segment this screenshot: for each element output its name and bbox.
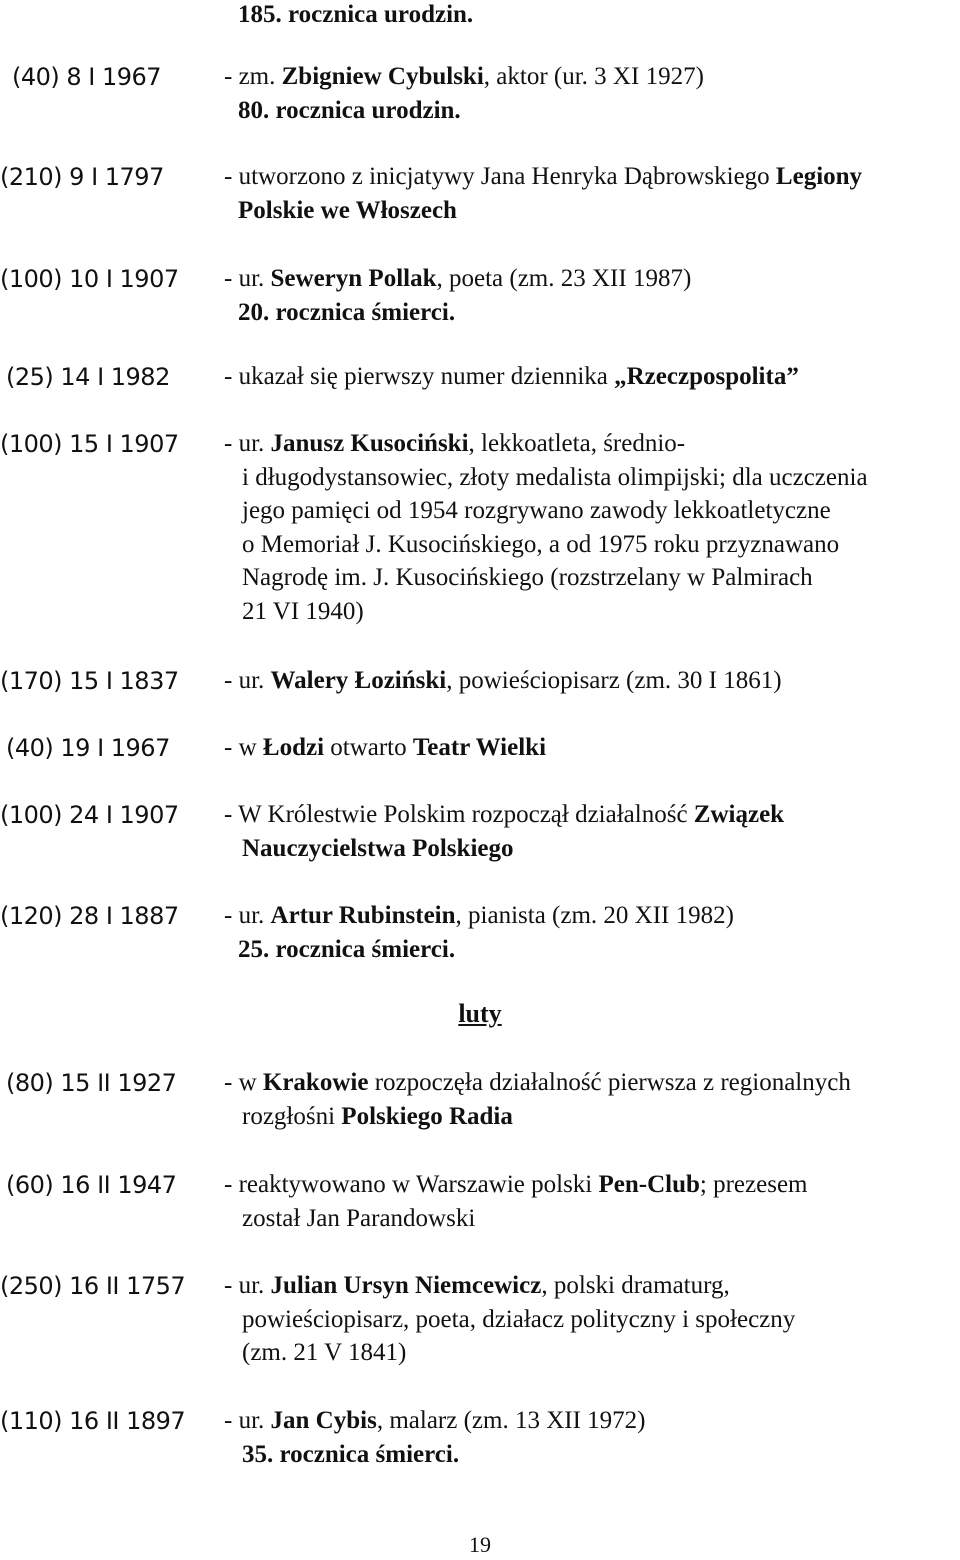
page-number: 19: [469, 1532, 491, 1557]
month-heading: luty: [458, 999, 502, 1028]
entry-text: - ukazał się pierwszy numer dziennika: [224, 363, 615, 390]
entry-text: o Memoriał J. Kusocińskiego, a od 1975 roku przyznawano: [242, 530, 840, 558]
entry-text: Nagrodę im. J. Kusocińskiego (rozstrzelany w Palmirach: [242, 564, 813, 591]
entry-text: - ur.: [224, 1407, 271, 1434]
entry-date: (120) 28 I 1887: [0, 902, 179, 930]
entry-text-line: [242, 563, 813, 593]
entry-highlight: Łodzi: [262, 734, 325, 761]
entry-text: , aktor (ur. 3 XI 1927): [483, 63, 704, 90]
entry-text-line: [238, 298, 455, 328]
entry-text: (zm. 21 V 1841): [242, 1339, 407, 1366]
entry-text: - w: [224, 734, 263, 761]
entry-text-line: [242, 1305, 795, 1335]
entry-text-line: [224, 62, 704, 92]
entry-text-line: [224, 733, 546, 763]
entry-text: , polski dramaturg,: [541, 1272, 730, 1299]
entry-date: (40) 19 I 1967: [6, 734, 170, 762]
entry-highlight: „Rzeczpospolita”: [614, 363, 799, 390]
entry-date: (100) 15 I 1907: [0, 430, 179, 458]
entry-highlight: 25. rocznica śmierci.: [238, 935, 456, 963]
entry-date: (40) 8 I 1967: [12, 63, 162, 91]
entry-text: jego pamięci od 1954 rozgrywano zawody lekkoatletyczne: [242, 497, 831, 524]
entry-text-line: [242, 1204, 475, 1234]
entry-highlight: Pen-Club: [598, 1171, 700, 1198]
entry-date: (100) 10 I 1907: [0, 265, 179, 293]
entry-text: i długodystansowiec, złoty medalista olimpijski; dla uczczenia: [242, 463, 868, 491]
entry-date: (25) 14 I 1982: [6, 363, 170, 391]
entry-text: - ur.: [224, 1272, 271, 1299]
entry-text: , pianista (zm. 20 XII 1982): [455, 902, 734, 929]
entry-highlight: Seweryn Pollak: [270, 265, 437, 292]
entry-highlight: Artur Rubinstein: [270, 902, 456, 929]
entry-text-line: [242, 834, 513, 864]
entry-highlight: Teatr Wielki: [412, 734, 547, 761]
entry-text-line: [224, 901, 734, 931]
entry-text: - reaktywowano w Warszawie polski: [224, 1171, 599, 1198]
entry-text: , malarz (zm. 13 XII 1972): [376, 1407, 646, 1434]
entry-text: , poeta (zm. 23 XII 1987): [436, 265, 692, 292]
entry-text-line: [242, 530, 839, 560]
entry-text: - ur.: [224, 265, 271, 292]
entry-text: , powieściopisarz (zm. 30 I 1861): [446, 667, 782, 694]
entry-highlight: 80. rocznica urodzin.: [238, 96, 461, 124]
entry-date: (210) 9 I 1797: [0, 163, 164, 191]
entry-text: - w: [224, 1069, 263, 1096]
entry-text: - ur.: [224, 667, 271, 694]
entry-highlight: Związek: [693, 801, 785, 828]
entry-date: (100) 24 I 1907: [0, 801, 179, 829]
entry-date: (250) 16 II 1757: [0, 1272, 186, 1300]
entry-text-line: [224, 800, 784, 830]
entry-text-line: [242, 496, 831, 526]
entry-text-line: [242, 1338, 406, 1368]
entry-text-line: [224, 362, 799, 392]
entry-highlight: Zbigniew Cybulski: [281, 63, 484, 90]
entry-text: powieściopisarz, poeta, działacz polityczny i społeczny: [242, 1305, 796, 1333]
entry-text-line: [238, 196, 457, 226]
entry-text-line: [224, 666, 782, 696]
entry-text-line: [242, 1440, 459, 1470]
entry-highlight: Janusz Kusociński: [270, 430, 469, 457]
entry-text-line: [224, 1406, 645, 1436]
entry-text-line: [224, 162, 862, 192]
entry-text-line: [224, 1271, 730, 1301]
entry-text-line: [224, 264, 691, 294]
entry-text-line: [242, 597, 364, 627]
entry-highlight: 20. rocznica śmierci.: [238, 298, 456, 326]
entry-text-line: [224, 1170, 808, 1200]
entry-highlight: 35. rocznica śmierci.: [242, 1440, 460, 1468]
entry-highlight: Krakowie: [262, 1069, 369, 1096]
entry-text: - ur.: [224, 902, 271, 929]
entry-text: - ur.: [224, 430, 271, 457]
entry-date: (60) 16 II 1947: [6, 1171, 177, 1199]
entry-highlight: Nauczycielstwa Polskiego: [242, 834, 514, 862]
entry-text-line: [238, 935, 455, 965]
entry-text: - zm.: [224, 63, 282, 90]
entry-text-line: [238, 96, 461, 126]
entry-text: ; prezesem: [699, 1171, 808, 1198]
entry-text: 21 VI 1940): [242, 597, 364, 625]
entry-text: - W Królestwie Polskim rozpoczął działalność: [224, 801, 694, 828]
entry-highlight: Polskiego Radia: [341, 1102, 513, 1130]
entry-date: (80) 15 II 1927: [6, 1069, 177, 1097]
entry-text: rozgłośni: [242, 1102, 342, 1130]
entry-text-line: [224, 1068, 851, 1098]
entry-date: (170) 15 I 1837: [0, 667, 179, 695]
entry-highlight: Julian Ursyn Niemcewicz: [270, 1272, 542, 1299]
entry-highlight: Polskie we Włoszech: [238, 196, 457, 224]
entry-date: (110) 16 II 1897: [0, 1407, 186, 1435]
entry-text: został Jan Parandowski: [242, 1204, 476, 1232]
entry-text: - utworzono z inicjatywy Jana Henryka Dąbrowskiego: [224, 163, 776, 190]
entry-highlight: Jan Cybis: [270, 1407, 377, 1434]
entry-highlight: 185. rocznica urodzin.: [238, 1, 474, 28]
entry-text: otwarto: [324, 734, 413, 761]
entry-text-line: [242, 1102, 513, 1132]
entry-highlight: Walery Łoziński: [270, 667, 447, 694]
entry-highlight: Legiony: [775, 163, 863, 190]
entry-text-line: [242, 463, 868, 493]
entry-text: rozpoczęła działalność pierwsza z regionalnych: [368, 1069, 851, 1096]
entry-text: , lekkoatleta, średnio-: [468, 430, 686, 457]
entry-text-line: [224, 429, 685, 459]
entry-text-line: [238, 0, 473, 30]
